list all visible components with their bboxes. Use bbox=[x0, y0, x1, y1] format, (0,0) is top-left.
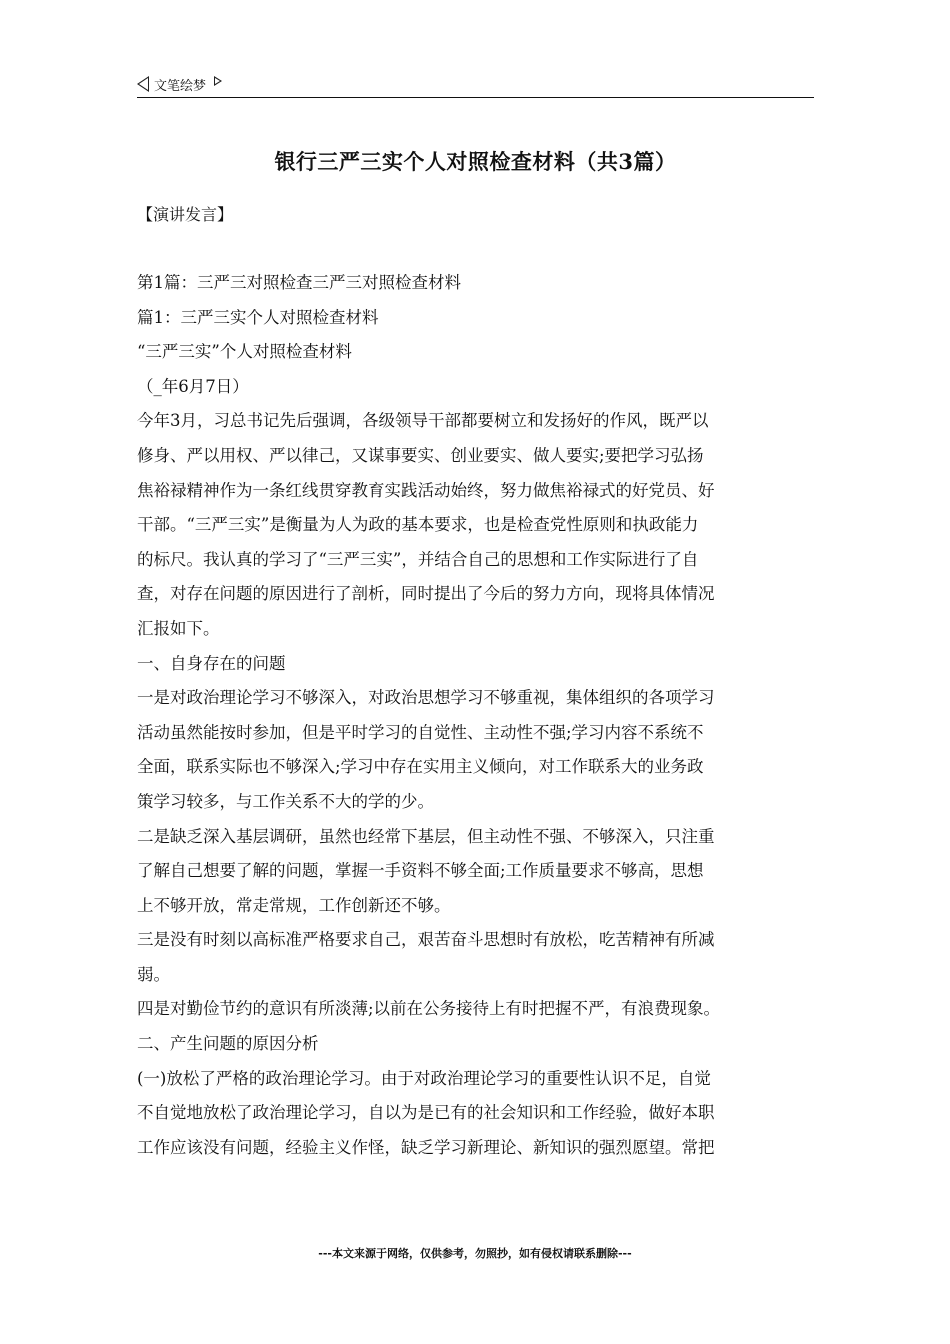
text-line: 四是对勤俭节约的意识有所淡薄;以前在公务接待上有时把握不严，有浪费现象。 bbox=[137, 999, 721, 1019]
text-line: 一是对政治理论学习不够深入，对政治思想学习不够重视，集体组织的各项学习 bbox=[137, 688, 715, 708]
text-line: （_年6月7日） bbox=[137, 376, 249, 396]
text-line: 了解自己想要了解的问题，掌握一手资料不够全面;工作质量要求不够高，思想 bbox=[137, 861, 704, 881]
text-line: 活动虽然能按时参加，但是平时学习的自觉性、主动性不强;学习内容不系统不 bbox=[137, 722, 704, 742]
text-line: 干部。“三严三实”是衡量为人为政的基本要求，也是检查党性原则和执政能力 bbox=[137, 515, 699, 535]
document-body bbox=[137, 266, 817, 1165]
page-footer: ---本文来源于网络，仅供参考，勿照抄，如有侵权请联系删除--- bbox=[318, 1247, 632, 1260]
document-title: 银行三严三实个人对照检查材料（共3篇） bbox=[274, 149, 677, 174]
text-line: 的标尺。我认真的学习了“三严三实”，并结合自己的思想和工作实际进行了自 bbox=[137, 549, 699, 569]
text-line: 汇报如下。 bbox=[137, 618, 220, 638]
text-line: 工作应该没有问题，经验主义作怪，缺乏学习新理论、新知识的强烈愿望。常把 bbox=[137, 1137, 715, 1157]
text-line: 全面，联系实际也不够深入;学习中存在实用主义倾向，对工作联系大的业务政 bbox=[137, 757, 704, 777]
text-line: 上不够开放，常走常规，工作创新还不够。 bbox=[137, 895, 451, 915]
text-line: 二是缺乏深入基层调研，虽然也经常下基层，但主动性不强、不够深入，只注重 bbox=[137, 826, 715, 846]
text-line: 策学习较多，与工作关系不大的学的少。 bbox=[137, 791, 434, 811]
text-line: 焦裕禄精神作为一条红线贯穿教育实践活动始终，努力做焦裕禄式的好党员、好 bbox=[137, 480, 715, 500]
triangle-right-icon bbox=[214, 76, 222, 86]
header-divider bbox=[137, 97, 814, 98]
header-brand: 文笔绘梦 bbox=[154, 78, 207, 94]
text-line: 第1篇：三严三对照检查三严三对照检查材料 bbox=[137, 273, 461, 292]
text-line: “三严三实”个人对照检查材料 bbox=[137, 342, 352, 362]
text-line: 三是没有时刻以高标准严格要求自己，艰苦奋斗思想时有放松，吃苦精神有所减 bbox=[137, 930, 715, 950]
section-heading: 二、产生问题的原因分析 bbox=[137, 1034, 319, 1054]
page-header bbox=[137, 73, 222, 95]
text-line: 篇1：三严三实个人对照检查材料 bbox=[137, 307, 379, 327]
text-line: 弱。 bbox=[137, 964, 170, 984]
section-heading: 一、自身存在的问题 bbox=[137, 653, 286, 673]
text-line: 今年3月，习总书记先后强调，各级领导干部都要树立和发扬好的作风，既严以 bbox=[137, 411, 709, 431]
triangle-left-icon bbox=[137, 76, 149, 92]
category-tag: 【演讲发言】 bbox=[137, 205, 234, 224]
text-line: 修身、严以用权、严以律己，又谋事要实、创业要实、做人要实;要把学习弘扬 bbox=[137, 445, 704, 465]
text-line: (一)放松了严格的政治理论学习。由于对政治理论学习的重要性认识不足，自觉 bbox=[137, 1068, 711, 1088]
text-line: 不自觉地放松了政治理论学习，自以为是已有的社会知识和工作经验，做好本职 bbox=[137, 1103, 715, 1123]
text-line: 查，对存在问题的原因进行了剖析，同时提出了今后的努力方向，现将具体情况 bbox=[137, 584, 715, 604]
